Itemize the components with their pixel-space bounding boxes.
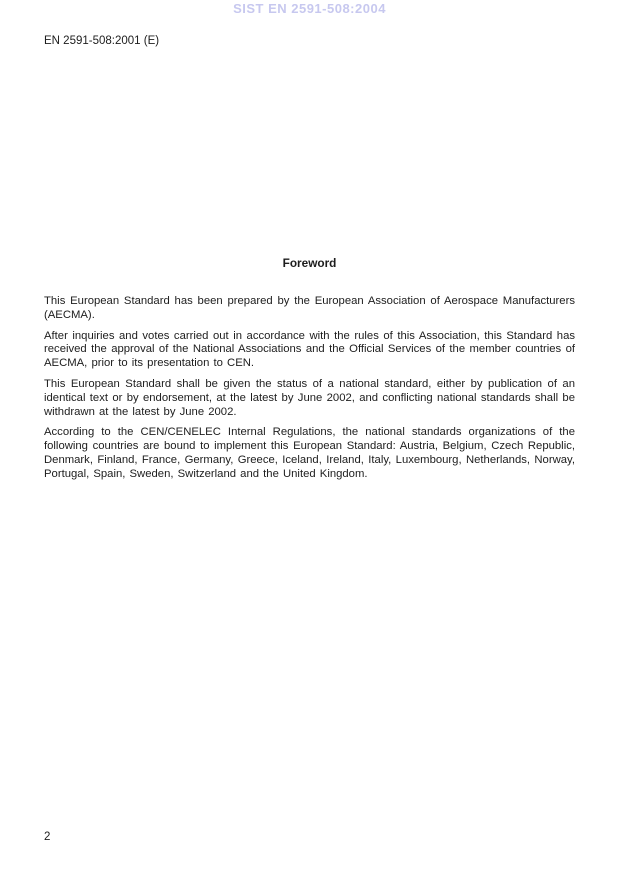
foreword-paragraph-2: After inquiries and votes carried out in accordance with the rules of this Association, this Standard has received the approval of the National Associations and the Official Services of the member countries of AECMA, prior to its presentation to CEN. <box>44 329 575 370</box>
foreword-paragraph-3: This European Standard shall be given the status of a national standard, either by publication of an identical text or by endorsement, at the latest by June 2002, and conflicting national standards shall be withdrawn at the latest by June 2002. <box>44 377 575 418</box>
sist-watermark-header: SIST EN 2591-508:2004 <box>233 1 386 16</box>
document-reference: EN 2591-508:2001 (E) <box>44 35 160 47</box>
foreword-section <box>44 256 575 489</box>
foreword-heading: Foreword <box>282 256 337 270</box>
foreword-paragraph-4: According to the CEN/CENELEC Internal Regulations, the national standards organizations of the following countries are bound to implement this European Standard: Austria, Belgium, Czech Republic, Denmark, Finland, France, Germany, Greece, Iceland, Ireland, Italy, Luxembourg, Netherlands, Norway, Portugal, Spain, Sweden, Switzerland and the United Kingdom. <box>44 426 575 480</box>
foreword-paragraph-1: This European Standard has been prepared by the European Association of Aerospace Manufacturers (AECMA). <box>44 295 575 321</box>
page-number: 2 <box>44 831 51 843</box>
